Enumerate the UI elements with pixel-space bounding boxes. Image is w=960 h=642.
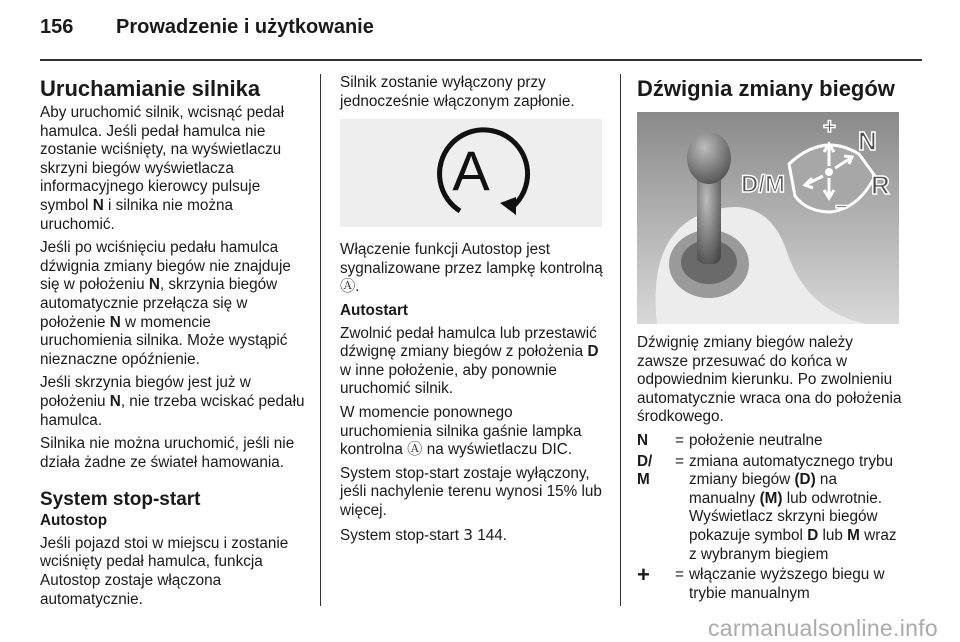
subheading-autostart: Autostart	[340, 301, 408, 319]
definition-term: D/ M	[637, 452, 653, 489]
section-heading-stop-start: System stop-start	[40, 489, 201, 511]
n-label: N	[858, 126, 877, 156]
paragraph: W momencie ponownego uruchomienia silnika gaśnie lampka kontrolna Ⓐ na wyświetlaczu DIC.	[340, 403, 582, 459]
page-reference: System stop-start 3 144.	[340, 525, 508, 544]
column-1	[40, 74, 306, 614]
paragraph: Aby uruchomić silnik, wcisnąć pedał hamulca. Jeśli pedał hamulca nie zostanie wciśnięty, na wyświetlaczu skrzyni biegów wyświetlacza informacyjnego kierowcy pulsuje symbol N i silnika nie można uruchomić.	[40, 104, 285, 233]
paragraph: Jeśli po wciśnięciu pedału hamulca dźwignia zmiany biegów nie znajduje się w położeniu N, skrzynia biegów automatycznie przełącza się w położenie N w momencie uruchomienia silnika. Może wystąpić nieznaczne opóźnienie.	[40, 239, 291, 368]
gear-lever-photo	[637, 112, 899, 324]
paragraph: Silnik zostanie wyłączony przy jednocześnie włączonym zapłonie.	[340, 74, 575, 110]
paragraph: Silnika nie można uruchomić, jeśli nie działa żadne ze świateł hamowania.	[40, 435, 295, 471]
section-heading-gear-lever: Dźwignia zmiany biegów	[637, 76, 895, 101]
page-number: 156	[40, 16, 74, 38]
autostop-indicator-illustration	[340, 119, 602, 227]
column-divider	[320, 74, 321, 606]
column-3	[637, 74, 905, 605]
paragraph: Jeśli pojazd stoi w miejscu i zostanie wciśnięty pedał hamulca, funkcja Autostop zostaje włączona automatycznie.	[40, 534, 289, 608]
reference-arrow-icon: 3	[463, 525, 473, 544]
plus-icon: +	[637, 562, 650, 588]
section-heading-engine-start: Uruchamianie silnika	[40, 76, 261, 101]
subheading-autostop: Autostop	[40, 512, 108, 530]
definition-body: zmiana automatycznego trybu zmiany biegów (D) na manualny (M) lub odwrotnie. Wyświetlacz skrzyni biegów pokazuje symbol D lub M wraz z wybranym biegiem	[689, 452, 897, 563]
definition-row-dm: D/ M = zmiana automatycznego trybu zmiany biegów (D) na manualny (M) lub odwrotnie. Wyświetlacz skrzyni biegów pokazuje symbol D lub M wraz z wybranym biegiem	[637, 453, 905, 565]
column-2	[340, 74, 606, 550]
dm-label: D/M	[741, 171, 785, 198]
definition-body: włączanie wyższego biegu w trybie manualnym	[689, 566, 885, 602]
definition-row-n: N = położenie neutralne	[637, 432, 905, 451]
r-label: R	[871, 170, 890, 200]
definition-body: położenie neutralne	[689, 431, 823, 449]
page-header	[40, 16, 374, 39]
minus-label: −	[835, 194, 848, 219]
paragraph: Jeśli skrzynia biegów jest już w położeniu N, nie trzeba wciskać pedału hamulca.	[40, 374, 305, 429]
gear-lever-image	[637, 112, 899, 324]
paragraph: Dźwignię zmiany biegów należy zawsze przesuwać do końca w odpowiednim kierunku. Po zwolnieniu automatycznie wraca ona do położenia środkowego.	[637, 334, 902, 426]
paragraph: Zwolnić pedał hamulca lub przestawić dźwignę zmiany biegów z położenia D w inne położenie, aby ponownie uruchomić silnik.	[340, 324, 599, 398]
column-divider	[620, 74, 621, 606]
page-title: Prowadzenie i użytkowanie	[116, 16, 374, 38]
definition-row-plus: + = włączanie wyższego biegu w trybie manualnym	[637, 566, 905, 603]
icon-letter: A	[452, 139, 490, 203]
paragraph: Włączenie funkcji Autostop jest sygnalizowane przez lampkę kontrolną Ⓐ.	[340, 241, 603, 296]
header-rule	[40, 59, 922, 61]
paragraph: System stop-start zostaje wyłączony, jeśli nachylenie terenu wynosi 15% lub więcej.	[340, 464, 602, 519]
plus-label: +	[823, 114, 836, 139]
watermark: carmanualsonline.info	[707, 615, 938, 641]
autostop-a-icon	[340, 119, 602, 227]
definition-term: N	[637, 431, 649, 449]
